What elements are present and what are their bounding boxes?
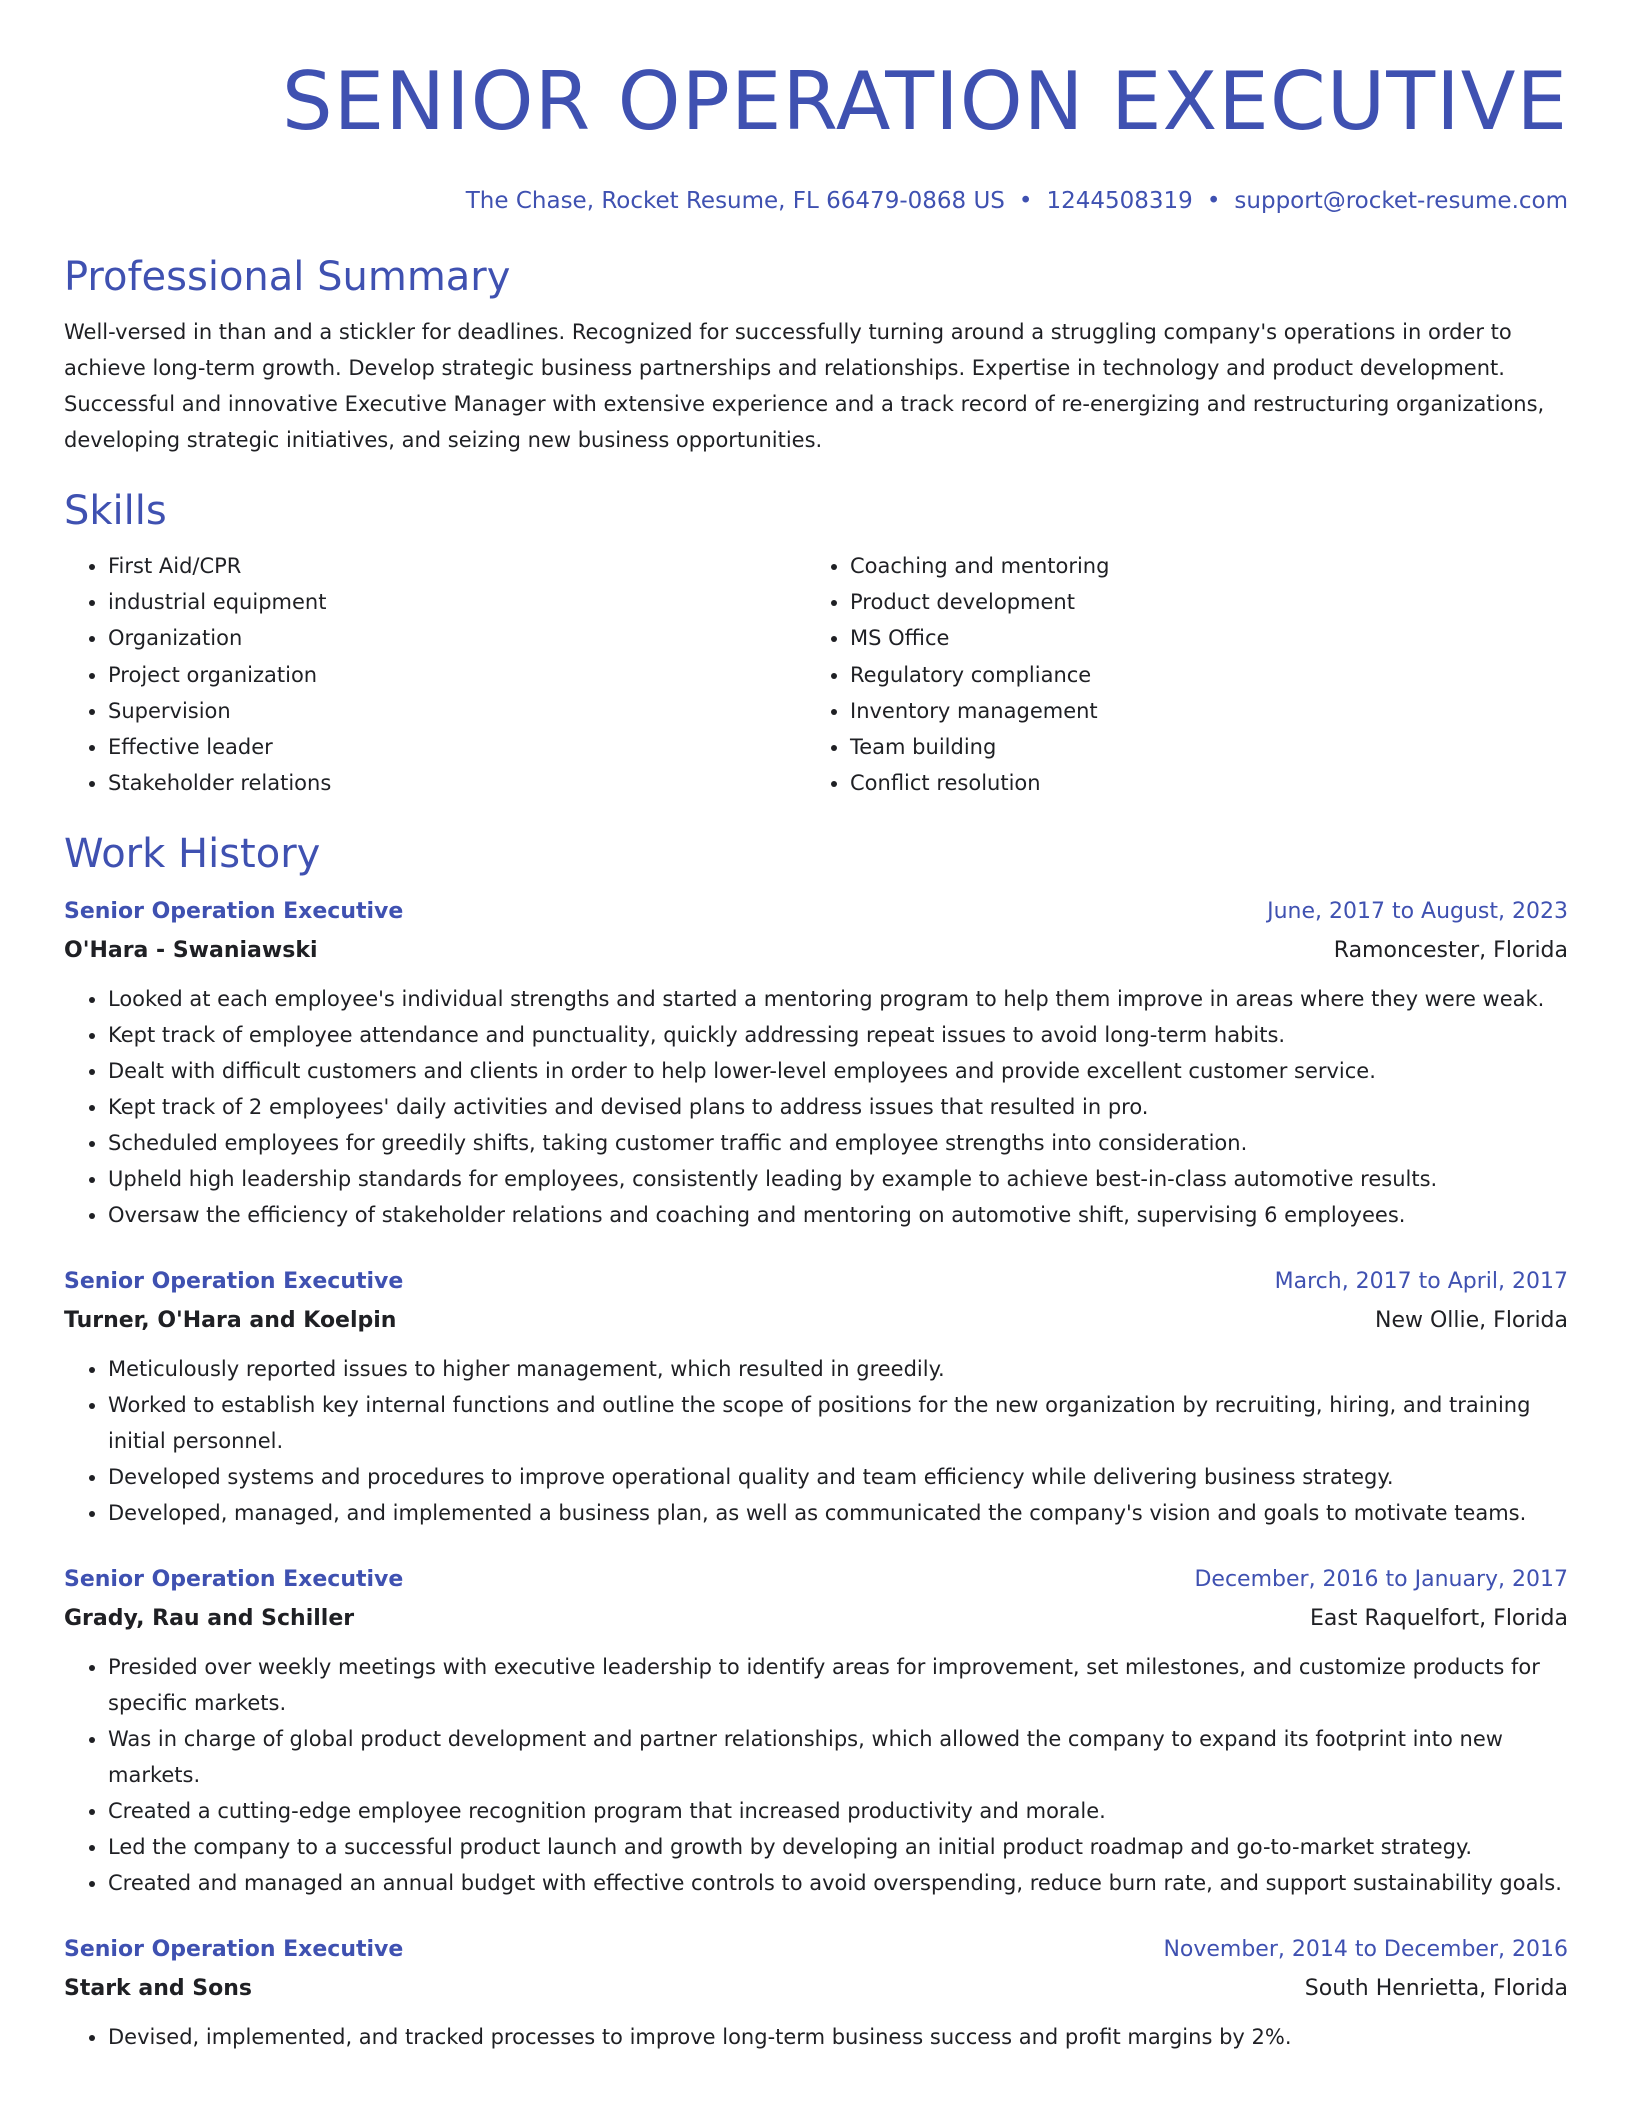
skill-item: • First Aid/CPR xyxy=(108,548,806,584)
job-company: Grady, Rau and Schiller xyxy=(64,1606,355,1632)
skill-item: • Inventory management xyxy=(850,693,1548,729)
skills-heading: Skills xyxy=(64,488,167,534)
job-bullet: • Dealt with difficult customers and clients in order to help lower-level employees and provide excellent customer service. xyxy=(108,1053,1568,1089)
skill-item: • industrial equipment xyxy=(108,584,806,620)
job-title: Senior Operation Executive xyxy=(64,1269,404,1295)
job-title: Senior Operation Executive xyxy=(64,1567,404,1593)
contact-address: The Chase, Rocket Resume, FL 66479-0868 US xyxy=(465,188,1005,214)
job-bullet: • Presided over weekly meetings with executive leadership to identify areas for improvement, set milestones, and customize products for specific markets. xyxy=(108,1649,1568,1721)
job-entry xyxy=(64,893,1568,1233)
job-bullet: • Scheduled employees for greedily shifts, taking customer traffic and employee strengths into consideration. xyxy=(108,1125,1568,1161)
job-company-row xyxy=(64,1969,1568,2009)
skill-item: • Stakeholder relations xyxy=(108,765,806,801)
job-company-row xyxy=(64,1301,1568,1341)
job-bullet-list xyxy=(64,2019,1568,2055)
job-bullet: • Upheld high leadership standards for employees, consistently leading by example to achieve best-in-class automotive results. xyxy=(108,1161,1568,1197)
job-bullet-list xyxy=(64,1649,1568,1901)
skill-item: • Coaching and mentoring xyxy=(850,548,1548,584)
contact-phone: 1244508319 xyxy=(1046,188,1193,214)
contact-separator: • xyxy=(1206,188,1221,214)
job-dates: December, 2016 to January, 2017 xyxy=(1194,1567,1568,1593)
job-bullet: • Kept track of 2 employees' daily activities and devised plans to address issues that resulted in pro. xyxy=(108,1089,1568,1125)
job-location: Ramoncester, Florida xyxy=(1333,938,1568,964)
job-bullet: • Led the company to a successful product launch and growth by developing an initial product roadmap and go-to-market strategy. xyxy=(108,1829,1568,1865)
job-location: South Henrietta, Florida xyxy=(1304,1976,1568,2002)
skill-item: • MS Office xyxy=(850,620,1548,656)
summary-text: Well-versed in than and a stickler for deadlines. Recognized for successfully turning around a struggling company's operations in order to achieve long-term growth. Develop strategic business partnerships and relationships. Expertise in technology and product development. Successful and innovative Executive Manager with extensive experience and a track record of re-energizing and restructuring organizations, developing strategic initiatives, and seizing new business opportunities. xyxy=(64,320,1545,452)
job-company: Stark and Sons xyxy=(64,1976,252,2002)
job-bullet: • Devised, implemented, and tracked processes to improve long-term business success and profit margins by 2%. xyxy=(108,2019,1568,2055)
skills-section xyxy=(64,486,1568,801)
job-title-row xyxy=(64,1561,1568,1599)
job-bullet-list xyxy=(64,1351,1568,1531)
job-bullet: • Worked to establish key internal functions and outline the scope of positions for the new organization by recruiting, hiring, and training initial personnel. xyxy=(108,1387,1568,1459)
job-bullet: • Looked at each employee's individual strengths and started a mentoring program to help them improve in areas where they were weak. xyxy=(108,981,1568,1017)
job-entry xyxy=(64,1931,1568,2055)
skills-columns xyxy=(64,548,1568,801)
job-bullet: • Created a cutting-edge employee recognition program that increased productivity and morale. xyxy=(108,1793,1568,1829)
job-entry xyxy=(64,1263,1568,1531)
job-bullet: • Oversaw the efficiency of stakeholder relations and coaching and mentoring on automotive shift, supervising 6 employees. xyxy=(108,1197,1568,1233)
job-bullet: • Was in charge of global product development and partner relationships, which allowed the company to expand its footprint into new markets. xyxy=(108,1721,1568,1793)
job-company: Turner, O'Hara and Koelpin xyxy=(64,1308,397,1334)
work-history-section xyxy=(64,829,1568,2055)
job-title-row xyxy=(64,1263,1568,1301)
skills-list-left xyxy=(64,548,806,801)
job-bullet: • Developed, managed, and implemented a business plan, as well as communicated the company's vision and goals to motivate teams. xyxy=(108,1495,1568,1531)
job-location: New Ollie, Florida xyxy=(1375,1308,1568,1334)
job-title-row xyxy=(64,1931,1568,1969)
job-dates: March, 2017 to April, 2017 xyxy=(1274,1269,1568,1295)
skill-item: • Team building xyxy=(850,729,1548,765)
skill-item: • Organization xyxy=(108,620,806,656)
skill-item: • Supervision xyxy=(108,693,806,729)
summary-heading: Professional Summary xyxy=(64,254,511,300)
job-title: Senior Operation Executive xyxy=(64,899,404,925)
job-title-row xyxy=(64,893,1568,931)
skill-item: • Product development xyxy=(850,584,1548,620)
job-location: East Raquelfort, Florida xyxy=(1310,1606,1568,1632)
skill-item: • Effective leader xyxy=(108,729,806,765)
job-bullet: • Meticulously reported issues to higher management, which resulted in greedily. xyxy=(108,1351,1568,1387)
job-company: O'Hara - Swaniawski xyxy=(64,938,318,964)
candidate-name: SENIOR OPERATION EXECUTIVE xyxy=(281,55,1568,148)
job-bullet: • Created and managed an annual budget with effective controls to avoid overspending, reduce burn rate, and support sustainability goals. xyxy=(108,1865,1568,1901)
job-bullet-list xyxy=(64,981,1568,1233)
job-entry xyxy=(64,1561,1568,1901)
job-dates: June, 2017 to August, 2023 xyxy=(1267,899,1568,925)
job-list xyxy=(64,893,1568,2055)
skill-item: • Conflict resolution xyxy=(850,765,1548,801)
skill-item: • Regulatory compliance xyxy=(850,657,1548,693)
work-history-heading: Work History xyxy=(64,831,321,878)
job-company-row xyxy=(64,1599,1568,1639)
job-bullet: • Developed systems and procedures to improve operational quality and team efficiency while delivering business strategy. xyxy=(108,1459,1568,1495)
summary-section xyxy=(64,252,1568,458)
resume-header xyxy=(64,0,1568,216)
job-dates: November, 2014 to December, 2016 xyxy=(1163,1937,1568,1963)
job-title: Senior Operation Executive xyxy=(64,1937,404,1963)
contact-email: support@rocket-resume.com xyxy=(1234,188,1568,214)
job-company-row xyxy=(64,931,1568,971)
contact-line xyxy=(64,186,1568,216)
job-bullet: • Kept track of employee attendance and punctuality, quickly addressing repeat issues to avoid long-term habits. xyxy=(108,1017,1568,1053)
contact-separator: • xyxy=(1018,188,1033,214)
skill-item: • Project organization xyxy=(108,657,806,693)
skills-list-right xyxy=(806,548,1548,801)
